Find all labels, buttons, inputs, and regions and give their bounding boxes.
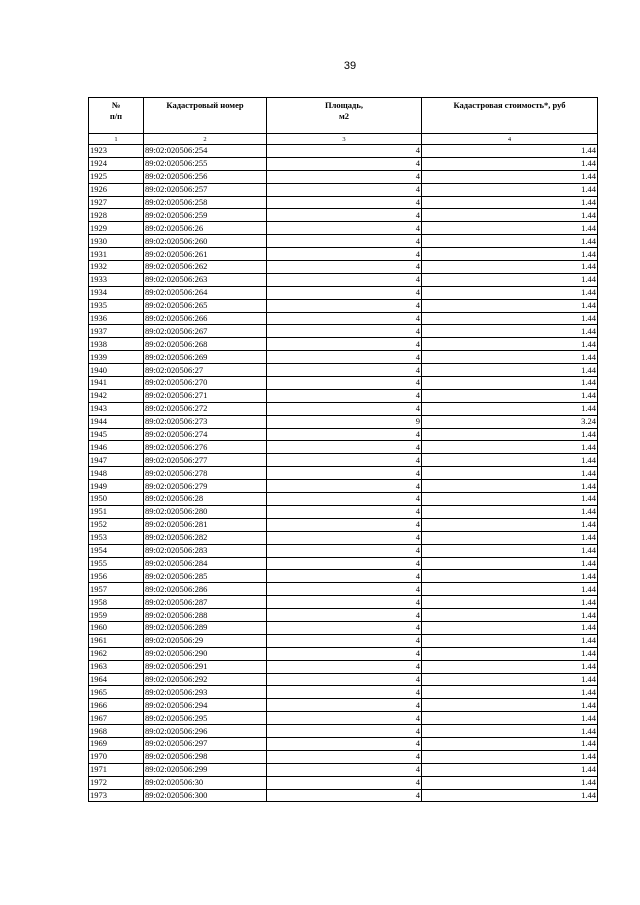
cadastral-value-cell: 1.44 <box>422 222 598 235</box>
cadastral-value-cell: 1.44 <box>422 634 598 647</box>
cadastral-number-cell: 89:02:020506:276 <box>144 441 267 454</box>
table-row <box>89 518 598 531</box>
table-body <box>89 145 598 802</box>
row-number-cell: 1940 <box>89 364 144 377</box>
area-cell: 4 <box>267 454 422 467</box>
cadastral-value-cell: 1.44 <box>422 660 598 673</box>
cadastral-number-cell: 89:02:020506:291 <box>144 660 267 673</box>
table-row <box>89 196 598 209</box>
table-row <box>89 364 598 377</box>
cadastral-number-cell: 89:02:020506:268 <box>144 338 267 351</box>
area-cell: 4 <box>267 209 422 222</box>
table-row <box>89 776 598 789</box>
area-cell: 4 <box>267 634 422 647</box>
row-number-cell: 1954 <box>89 544 144 557</box>
row-number-cell: 1969 <box>89 737 144 750</box>
row-number-cell: 1962 <box>89 647 144 660</box>
table-row <box>89 145 598 158</box>
cadastral-value-cell: 1.44 <box>422 261 598 274</box>
cadastral-number-cell: 89:02:020506:281 <box>144 518 267 531</box>
area-cell: 4 <box>267 402 422 415</box>
cadastral-number-cell: 89:02:020506:271 <box>144 389 267 402</box>
area-cell: 4 <box>267 273 422 286</box>
area-cell: 4 <box>267 170 422 183</box>
table-row <box>89 389 598 402</box>
row-number-cell: 1966 <box>89 699 144 712</box>
cadastral-number-cell: 89:02:020506:28 <box>144 493 267 506</box>
cadastral-value-cell: 1.44 <box>422 493 598 506</box>
cadastral-number-cell: 89:02:020506:290 <box>144 647 267 660</box>
header-cadastral-value: Кадастровая стоимость*, руб <box>422 98 598 134</box>
area-cell: 4 <box>267 467 422 480</box>
table-row <box>89 183 598 196</box>
cadastral-value-cell: 1.44 <box>422 170 598 183</box>
cadastral-value-cell: 1.44 <box>422 157 598 170</box>
cadastral-number-cell: 89:02:020506:29 <box>144 634 267 647</box>
area-cell: 4 <box>267 157 422 170</box>
table-row <box>89 699 598 712</box>
area-cell: 4 <box>267 686 422 699</box>
table-row <box>89 325 598 338</box>
table-row <box>89 467 598 480</box>
table-row <box>89 338 598 351</box>
cadastral-number-cell: 89:02:020506:26 <box>144 222 267 235</box>
area-cell: 4 <box>267 505 422 518</box>
cadastral-number-cell: 89:02:020506:299 <box>144 763 267 776</box>
cadastral-value-cell: 1.44 <box>422 531 598 544</box>
cadastral-value-cell: 1.44 <box>422 377 598 390</box>
row-number-cell: 1923 <box>89 145 144 158</box>
row-number-cell: 1953 <box>89 531 144 544</box>
area-cell: 4 <box>267 441 422 454</box>
cadastral-number-cell: 89:02:020506:266 <box>144 312 267 325</box>
table-row <box>89 544 598 557</box>
table-row <box>89 235 598 248</box>
area-cell: 4 <box>267 325 422 338</box>
area-cell: 4 <box>267 621 422 634</box>
cadastral-number-cell: 89:02:020506:279 <box>144 480 267 493</box>
cadastral-value-cell: 1.44 <box>422 402 598 415</box>
cadastral-number-cell: 89:02:020506:259 <box>144 209 267 222</box>
cadastral-number-cell: 89:02:020506:264 <box>144 286 267 299</box>
area-cell: 4 <box>267 712 422 725</box>
area-cell: 4 <box>267 789 422 802</box>
cadastral-table <box>88 97 598 802</box>
area-cell: 4 <box>267 609 422 622</box>
cadastral-value-cell: 1.44 <box>422 325 598 338</box>
table-row <box>89 609 598 622</box>
cadastral-value-cell: 1.44 <box>422 712 598 725</box>
cadastral-number-cell: 89:02:020506:262 <box>144 261 267 274</box>
area-cell: 4 <box>267 725 422 738</box>
cadastral-number-cell: 89:02:020506:254 <box>144 145 267 158</box>
area-cell: 4 <box>267 763 422 776</box>
area-cell: 4 <box>267 145 422 158</box>
cadastral-number-cell: 89:02:020506:272 <box>144 402 267 415</box>
cadastral-value-cell: 1.44 <box>422 338 598 351</box>
area-cell: 4 <box>267 364 422 377</box>
cadastral-value-cell: 1.44 <box>422 518 598 531</box>
cadastral-number-cell: 89:02:020506:288 <box>144 609 267 622</box>
cadastral-value-cell: 1.44 <box>422 570 598 583</box>
row-number-cell: 1941 <box>89 377 144 390</box>
row-number-cell: 1972 <box>89 776 144 789</box>
area-cell: 4 <box>267 222 422 235</box>
cadastral-number-cell: 89:02:020506:295 <box>144 712 267 725</box>
cadastral-value-cell: 1.44 <box>422 196 598 209</box>
cadastral-number-cell: 89:02:020506:263 <box>144 273 267 286</box>
row-number-cell: 1938 <box>89 338 144 351</box>
area-cell: 4 <box>267 196 422 209</box>
area-cell: 4 <box>267 596 422 609</box>
cadastral-value-cell: 1.44 <box>422 673 598 686</box>
table-row <box>89 750 598 763</box>
row-number-cell: 1965 <box>89 686 144 699</box>
cadastral-value-cell: 1.44 <box>422 763 598 776</box>
table-row <box>89 209 598 222</box>
area-cell: 4 <box>267 428 422 441</box>
row-number-cell: 1950 <box>89 493 144 506</box>
table-row <box>89 673 598 686</box>
cadastral-number-cell: 89:02:020506:267 <box>144 325 267 338</box>
row-number-cell: 1973 <box>89 789 144 802</box>
table-row <box>89 789 598 802</box>
row-number-cell: 1961 <box>89 634 144 647</box>
cadastral-number-cell: 89:02:020506:255 <box>144 157 267 170</box>
cadastral-value-cell: 3.24 <box>422 415 598 428</box>
table-row <box>89 505 598 518</box>
header-area: Площадь, м2 <box>267 98 422 134</box>
cadastral-number-cell: 89:02:020506:270 <box>144 377 267 390</box>
area-cell: 4 <box>267 699 422 712</box>
row-number-cell: 1947 <box>89 454 144 467</box>
row-number-cell: 1960 <box>89 621 144 634</box>
cadastral-value-cell: 1.44 <box>422 737 598 750</box>
column-number: 1 <box>89 134 144 145</box>
row-number-cell: 1932 <box>89 261 144 274</box>
area-cell: 4 <box>267 261 422 274</box>
table-row <box>89 402 598 415</box>
row-number-cell: 1942 <box>89 389 144 402</box>
cadastral-number-cell: 89:02:020506:293 <box>144 686 267 699</box>
table-row <box>89 441 598 454</box>
cadastral-value-cell: 1.44 <box>422 505 598 518</box>
header-cadastral-number: Кадастровый номер <box>144 98 267 134</box>
row-number-cell: 1930 <box>89 235 144 248</box>
column-number: 3 <box>267 134 422 145</box>
cadastral-number-cell: 89:02:020506:273 <box>144 415 267 428</box>
cadastral-number-cell: 89:02:020506:284 <box>144 557 267 570</box>
cadastral-number-cell: 89:02:020506:300 <box>144 789 267 802</box>
cadastral-value-cell: 1.44 <box>422 686 598 699</box>
cadastral-value-cell: 1.44 <box>422 312 598 325</box>
row-number-cell: 1945 <box>89 428 144 441</box>
table-row <box>89 299 598 312</box>
area-cell: 4 <box>267 312 422 325</box>
area-cell: 4 <box>267 583 422 596</box>
row-number-cell: 1937 <box>89 325 144 338</box>
area-cell: 4 <box>267 544 422 557</box>
table-row <box>89 712 598 725</box>
area-cell: 4 <box>267 673 422 686</box>
area-cell: 4 <box>267 338 422 351</box>
row-number-cell: 1935 <box>89 299 144 312</box>
cadastral-number-cell: 89:02:020506:296 <box>144 725 267 738</box>
cadastral-number-cell: 89:02:020506:261 <box>144 248 267 261</box>
area-cell: 4 <box>267 299 422 312</box>
column-number: 4 <box>422 134 598 145</box>
cadastral-value-cell: 1.44 <box>422 725 598 738</box>
table-row <box>89 377 598 390</box>
table-row <box>89 222 598 235</box>
row-number-cell: 1936 <box>89 312 144 325</box>
row-number-cell: 1933 <box>89 273 144 286</box>
cadastral-value-cell: 1.44 <box>422 351 598 364</box>
row-number-cell: 1964 <box>89 673 144 686</box>
cadastral-number-cell: 89:02:020506:27 <box>144 364 267 377</box>
area-cell: 4 <box>267 570 422 583</box>
cadastral-number-cell: 89:02:020506:256 <box>144 170 267 183</box>
cadastral-value-cell: 1.44 <box>422 557 598 570</box>
row-number-cell: 1967 <box>89 712 144 725</box>
cadastral-value-cell: 1.44 <box>422 454 598 467</box>
area-cell: 4 <box>267 750 422 763</box>
cadastral-value-cell: 1.44 <box>422 596 598 609</box>
area-cell: 4 <box>267 737 422 750</box>
page-number: 39 <box>343 60 357 72</box>
row-number-cell: 1970 <box>89 750 144 763</box>
cadastral-number-cell: 89:02:020506:265 <box>144 299 267 312</box>
area-cell: 4 <box>267 647 422 660</box>
row-number-cell: 1943 <box>89 402 144 415</box>
cadastral-value-cell: 1.44 <box>422 389 598 402</box>
table-row <box>89 621 598 634</box>
cadastral-value-cell: 1.44 <box>422 248 598 261</box>
table-row <box>89 557 598 570</box>
row-number-cell: 1934 <box>89 286 144 299</box>
table-row <box>89 312 598 325</box>
cadastral-number-cell: 89:02:020506:280 <box>144 505 267 518</box>
cadastral-number-cell: 89:02:020506:298 <box>144 750 267 763</box>
cadastral-value-cell: 1.44 <box>422 441 598 454</box>
row-number-cell: 1946 <box>89 441 144 454</box>
cadastral-value-cell: 1.44 <box>422 235 598 248</box>
cadastral-value-cell: 1.44 <box>422 789 598 802</box>
area-cell: 4 <box>267 286 422 299</box>
cadastral-number-cell: 89:02:020506:274 <box>144 428 267 441</box>
row-number-cell: 1939 <box>89 351 144 364</box>
cadastral-value-cell: 1.44 <box>422 467 598 480</box>
row-number-cell: 1929 <box>89 222 144 235</box>
cadastral-number-cell: 89:02:020506:287 <box>144 596 267 609</box>
row-number-cell: 1959 <box>89 609 144 622</box>
area-cell: 9 <box>267 415 422 428</box>
area-cell: 4 <box>267 183 422 196</box>
row-number-cell: 1971 <box>89 763 144 776</box>
cadastral-number-cell: 89:02:020506:285 <box>144 570 267 583</box>
area-cell: 4 <box>267 660 422 673</box>
area-cell: 4 <box>267 248 422 261</box>
row-number-cell: 1951 <box>89 505 144 518</box>
row-number-cell: 1958 <box>89 596 144 609</box>
cadastral-value-cell: 1.44 <box>422 544 598 557</box>
table-row <box>89 351 598 364</box>
cadastral-number-cell: 89:02:020506:278 <box>144 467 267 480</box>
cadastral-value-cell: 1.44 <box>422 480 598 493</box>
cadastral-number-cell: 89:02:020506:258 <box>144 196 267 209</box>
header-row <box>89 98 598 134</box>
cadastral-value-cell: 1.44 <box>422 209 598 222</box>
table-row <box>89 286 598 299</box>
table-row <box>89 583 598 596</box>
table-row <box>89 261 598 274</box>
row-number-cell: 1926 <box>89 183 144 196</box>
table-row <box>89 480 598 493</box>
cadastral-value-cell: 1.44 <box>422 699 598 712</box>
cadastral-value-cell: 1.44 <box>422 273 598 286</box>
table-row <box>89 428 598 441</box>
header-no: № п/п <box>89 98 144 134</box>
table-row <box>89 157 598 170</box>
row-number-cell: 1963 <box>89 660 144 673</box>
table-row <box>89 725 598 738</box>
row-number-cell: 1955 <box>89 557 144 570</box>
cadastral-value-cell: 1.44 <box>422 621 598 634</box>
table-row <box>89 634 598 647</box>
table-row <box>89 273 598 286</box>
cadastral-number-cell: 89:02:020506:282 <box>144 531 267 544</box>
area-cell: 4 <box>267 557 422 570</box>
table-row <box>89 686 598 699</box>
row-number-cell: 1944 <box>89 415 144 428</box>
cadastral-value-cell: 1.44 <box>422 286 598 299</box>
table-row <box>89 415 598 428</box>
cadastral-number-cell: 89:02:020506:269 <box>144 351 267 364</box>
cadastral-value-cell: 1.44 <box>422 647 598 660</box>
cadastral-value-cell: 1.44 <box>422 364 598 377</box>
cadastral-number-cell: 89:02:020506:283 <box>144 544 267 557</box>
area-cell: 4 <box>267 518 422 531</box>
column-number-row <box>89 134 598 145</box>
area-cell: 4 <box>267 377 422 390</box>
row-number-cell: 1949 <box>89 480 144 493</box>
row-number-cell: 1957 <box>89 583 144 596</box>
cadastral-value-cell: 1.44 <box>422 428 598 441</box>
cadastral-number-cell: 89:02:020506:257 <box>144 183 267 196</box>
table-row <box>89 763 598 776</box>
table-row <box>89 570 598 583</box>
cadastral-number-cell: 89:02:020506:292 <box>144 673 267 686</box>
table-row <box>89 660 598 673</box>
table-row <box>89 531 598 544</box>
cadastral-number-cell: 89:02:020506:297 <box>144 737 267 750</box>
cadastral-number-cell: 89:02:020506:277 <box>144 454 267 467</box>
row-number-cell: 1931 <box>89 248 144 261</box>
area-cell: 4 <box>267 235 422 248</box>
column-number: 2 <box>144 134 267 145</box>
cadastral-number-cell: 89:02:020506:294 <box>144 699 267 712</box>
row-number-cell: 1968 <box>89 725 144 738</box>
area-cell: 4 <box>267 480 422 493</box>
cadastral-value-cell: 1.44 <box>422 583 598 596</box>
cadastral-value-cell: 1.44 <box>422 145 598 158</box>
area-cell: 4 <box>267 531 422 544</box>
area-cell: 4 <box>267 493 422 506</box>
table-row <box>89 493 598 506</box>
cadastral-value-cell: 1.44 <box>422 750 598 763</box>
cadastral-number-cell: 89:02:020506:30 <box>144 776 267 789</box>
cadastral-number-cell: 89:02:020506:286 <box>144 583 267 596</box>
area-cell: 4 <box>267 776 422 789</box>
row-number-cell: 1948 <box>89 467 144 480</box>
table-row <box>89 737 598 750</box>
row-number-cell: 1956 <box>89 570 144 583</box>
cadastral-number-cell: 89:02:020506:260 <box>144 235 267 248</box>
table-row <box>89 170 598 183</box>
row-number-cell: 1927 <box>89 196 144 209</box>
row-number-cell: 1925 <box>89 170 144 183</box>
cadastral-value-cell: 1.44 <box>422 776 598 789</box>
area-cell: 4 <box>267 389 422 402</box>
row-number-cell: 1952 <box>89 518 144 531</box>
table-row <box>89 454 598 467</box>
cadastral-value-cell: 1.44 <box>422 299 598 312</box>
cadastral-value-cell: 1.44 <box>422 183 598 196</box>
table-row <box>89 647 598 660</box>
area-cell: 4 <box>267 351 422 364</box>
table-row <box>89 248 598 261</box>
row-number-cell: 1924 <box>89 157 144 170</box>
table-row <box>89 596 598 609</box>
row-number-cell: 1928 <box>89 209 144 222</box>
cadastral-number-cell: 89:02:020506:289 <box>144 621 267 634</box>
cadastral-value-cell: 1.44 <box>422 609 598 622</box>
